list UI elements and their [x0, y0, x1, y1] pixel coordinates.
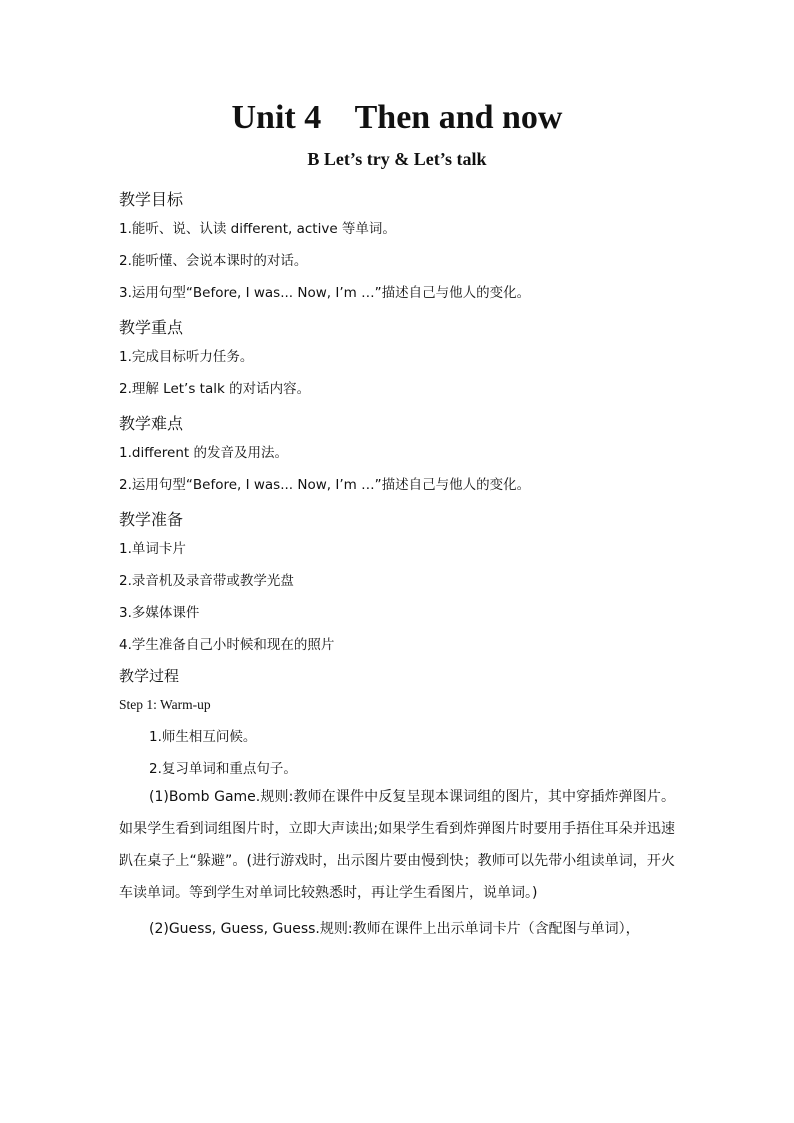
step-heading: Step 1: Warm-up — [119, 697, 211, 712]
section-process — [119, 663, 679, 945]
section-key-points — [119, 315, 679, 399]
paragraph: (2)Guess, Guess, Guess.规则:教师在课件上出示单词卡片（含配图与单词）， — [149, 921, 640, 937]
section-heading: 教学难点 — [119, 414, 184, 433]
list-item: 2.复习单词和重点句子。 — [149, 761, 297, 777]
section-heading: 教学准备 — [119, 510, 184, 529]
list-item: 3.多媒体课件 — [119, 605, 200, 621]
list-item: 1.different 的发音及用法。 — [119, 445, 289, 461]
list-item: 3.运用句型“Before, I was... Now, I’m …”描述自己与他人的变化。 — [119, 285, 531, 301]
list-item: 2.能听懂、会说本课时的对话。 — [119, 253, 308, 269]
list-item: 1.师生相互问候。 — [149, 729, 257, 745]
document-title: Unit 4 Then and now — [231, 99, 563, 136]
list-item: 2.理解 Let’s talk 的对话内容。 — [119, 381, 311, 397]
list-item: 1.完成目标听力任务。 — [119, 349, 254, 365]
section-objectives — [119, 187, 679, 303]
section-heading: 教学重点 — [119, 318, 184, 337]
document-body — [119, 187, 679, 953]
paragraph: (1)Bomb Game.规则:教师在课件中反复呈现本课词组的图片，其中穿插炸弹图片。如果学生看到词组图片时，立即大声读出;如果学生看到炸弹图片时要用手捂住耳朵并迅速趴在桌子上“躲避”。(进行游戏时，出示图片要由慢到快；教师可以先带小组读单词，开火车读单词。等到学生对单词比较熟悉时，再让学生看图片，说单词。) — [119, 789, 675, 901]
list-item: 4.学生准备自己小时候和现在的照片 — [119, 637, 335, 653]
section-preparation — [119, 507, 679, 655]
document-subtitle: B Let’s try & Let’s talk — [307, 149, 487, 169]
section-heading: 教学过程 — [119, 667, 180, 685]
list-item: 1.单词卡片 — [119, 541, 186, 557]
list-item: 2.运用句型“Before, I was... Now, I’m …”描述自己与他人的变化。 — [119, 477, 531, 493]
section-difficulties — [119, 411, 679, 495]
list-item: 2.录音机及录音带或教学光盘 — [119, 573, 294, 589]
section-heading: 教学目标 — [119, 190, 184, 209]
list-item: 1.能听、说、认读 different, active 等单词。 — [119, 221, 396, 237]
